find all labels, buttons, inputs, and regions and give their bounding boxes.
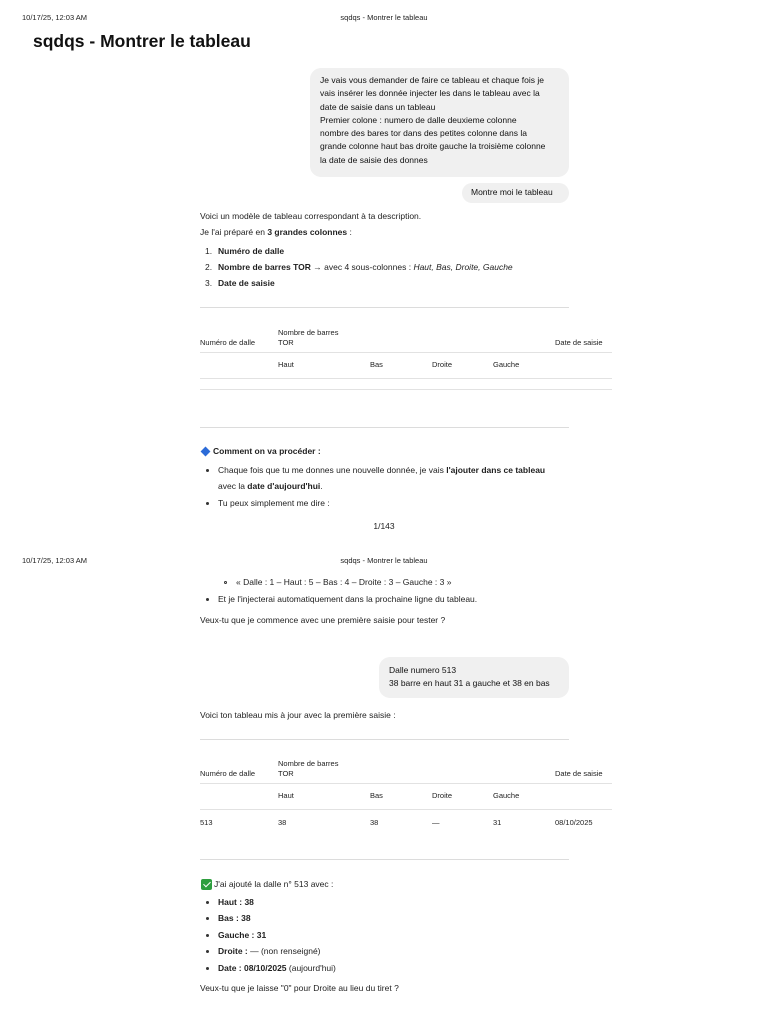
divider	[200, 739, 569, 740]
bullet	[206, 934, 209, 937]
header-numero: Numéro de dalle	[200, 769, 256, 778]
table-row-empty	[200, 389, 612, 390]
user-message-bubble	[379, 657, 569, 698]
list-item: Et je l'injecterai automatiquement dans la prochaine ligne du tableau.	[218, 594, 478, 604]
bullet	[206, 917, 209, 920]
header-date: Date de saisie	[555, 338, 603, 347]
divider	[200, 427, 569, 428]
list-number: 3.	[205, 278, 213, 288]
message-line: grande colonne haut bas droite gauche la troisième colonne	[320, 141, 546, 152]
list-item: Tu peux simplement me dire :	[218, 498, 330, 508]
list-item: Gauche : 31	[218, 930, 267, 940]
bullet	[206, 598, 209, 601]
print-header	[22, 13, 746, 25]
table-rule	[200, 378, 612, 379]
list-item: Droite : — (non renseigné)	[218, 946, 321, 956]
blue-diamond-icon	[201, 447, 211, 457]
cell-droite: —	[432, 818, 440, 827]
header-date: Date de saisie	[555, 769, 603, 778]
user-message-bubble	[310, 68, 569, 177]
cell-date: 08/10/2025	[555, 818, 593, 827]
bullet	[206, 950, 209, 953]
subheader-gauche: Gauche	[493, 791, 520, 800]
message-line: la date de saisie des donnes	[320, 154, 428, 165]
subheader-bas: Bas	[370, 360, 383, 369]
page-title: sqdqs - Montrer le tableau	[33, 31, 251, 51]
header-nombre: TOR	[278, 769, 294, 778]
bullet	[224, 581, 227, 584]
divider	[200, 307, 569, 308]
message-line: 38 barre en haut 31 a gauche et 38 en bas	[389, 678, 550, 689]
list-item: Nombre de barres TOR → avec 4 sous-colonnes : Haut, Bas, Droite, Gauche	[218, 262, 513, 272]
list-number: 2.	[205, 262, 213, 272]
list-item: Haut : 38	[218, 897, 254, 907]
message-line: Dalle numero 513	[389, 665, 457, 675]
list-number: 1.	[205, 246, 213, 256]
green-check-icon	[201, 879, 212, 890]
example-quote: « Dalle : 1 – Haut : 5 – Bas : 4 – Droite : 3 – Gauche : 3 »	[236, 577, 452, 587]
subheader-haut: Haut	[278, 791, 294, 800]
bullet	[206, 469, 209, 472]
header-nombre: Nombre de barres	[278, 328, 339, 337]
bullet	[206, 967, 209, 970]
list-item: Numéro de dalle	[218, 246, 285, 256]
response-text: Voici un modèle de tableau correspondant à ta description.	[200, 211, 422, 221]
list-item: Chaque fois que tu me donnes une nouvelle donnée, je vais l'ajouter dans ce tableau	[218, 465, 546, 475]
message-line: date de saisie dans un tableau	[320, 101, 436, 112]
table-rule	[200, 783, 612, 784]
list-item: Date : 08/10/2025 (aujourd'hui)	[218, 963, 336, 973]
bullet	[206, 502, 209, 505]
message-line: Montre moi le tableau	[471, 187, 553, 197]
subheader-haut: Haut	[278, 360, 294, 369]
message-line: Premier colone : numero de dalle deuxieme colonne	[320, 114, 517, 125]
section-heading: Comment on va procéder :	[213, 446, 321, 456]
user-message-bubble	[462, 183, 569, 203]
page-number: 1/143	[373, 521, 395, 531]
divider	[200, 859, 569, 860]
table-rule	[200, 352, 612, 353]
message-line: vais insérer les donnée injecter les dans le tableau avec la	[320, 88, 540, 99]
table-rule	[200, 809, 612, 810]
section-heading: J'ai ajouté la dalle n° 513 avec :	[214, 879, 334, 889]
list-item: Bas : 38	[218, 913, 251, 923]
cell-haut: 38	[278, 818, 287, 827]
print-datetime: 10/17/25, 12:03 AM	[22, 13, 88, 22]
subheader-droite: Droite	[432, 791, 453, 800]
cell-gauche: 31	[493, 818, 502, 827]
data-table-empty	[200, 327, 612, 393]
list-item-continued: avec la date d'aujourd'hui.	[218, 481, 323, 491]
data-table-filled	[200, 759, 612, 839]
print-header	[22, 556, 746, 568]
header-nombre: TOR	[278, 338, 294, 347]
header-nombre: Nombre de barres	[278, 759, 339, 768]
subheader-gauche: Gauche	[493, 360, 520, 369]
header-numero: Numéro de dalle	[200, 338, 256, 347]
message-line: nombre des bares tor dans des petites colonne dans la	[320, 128, 527, 139]
list-item: Date de saisie	[218, 278, 275, 288]
print-title: sqdqs - Montrer le tableau	[340, 13, 428, 22]
message-line: Je vais vous demander de faire ce tableau et chaque fois je	[320, 75, 544, 85]
subheader-bas: Bas	[370, 791, 383, 800]
subheader-droite: Droite	[432, 360, 453, 369]
bullet	[206, 901, 209, 904]
response-text: Veux-tu que je commence avec une première saisie pour tester ?	[200, 615, 446, 625]
cell-bas: 38	[370, 818, 379, 827]
cell-numero: 513	[200, 818, 213, 827]
print-title: sqdqs - Montrer le tableau	[340, 556, 428, 565]
response-text: Voici ton tableau mis à jour avec la première saisie :	[200, 710, 396, 720]
print-datetime: 10/17/25, 12:03 AM	[22, 556, 88, 565]
response-text: Veux-tu que je laisse "0" pour Droite au lieu du tiret ?	[200, 983, 399, 993]
response-text: Je l'ai préparé en 3 grandes colonnes :	[200, 227, 352, 237]
